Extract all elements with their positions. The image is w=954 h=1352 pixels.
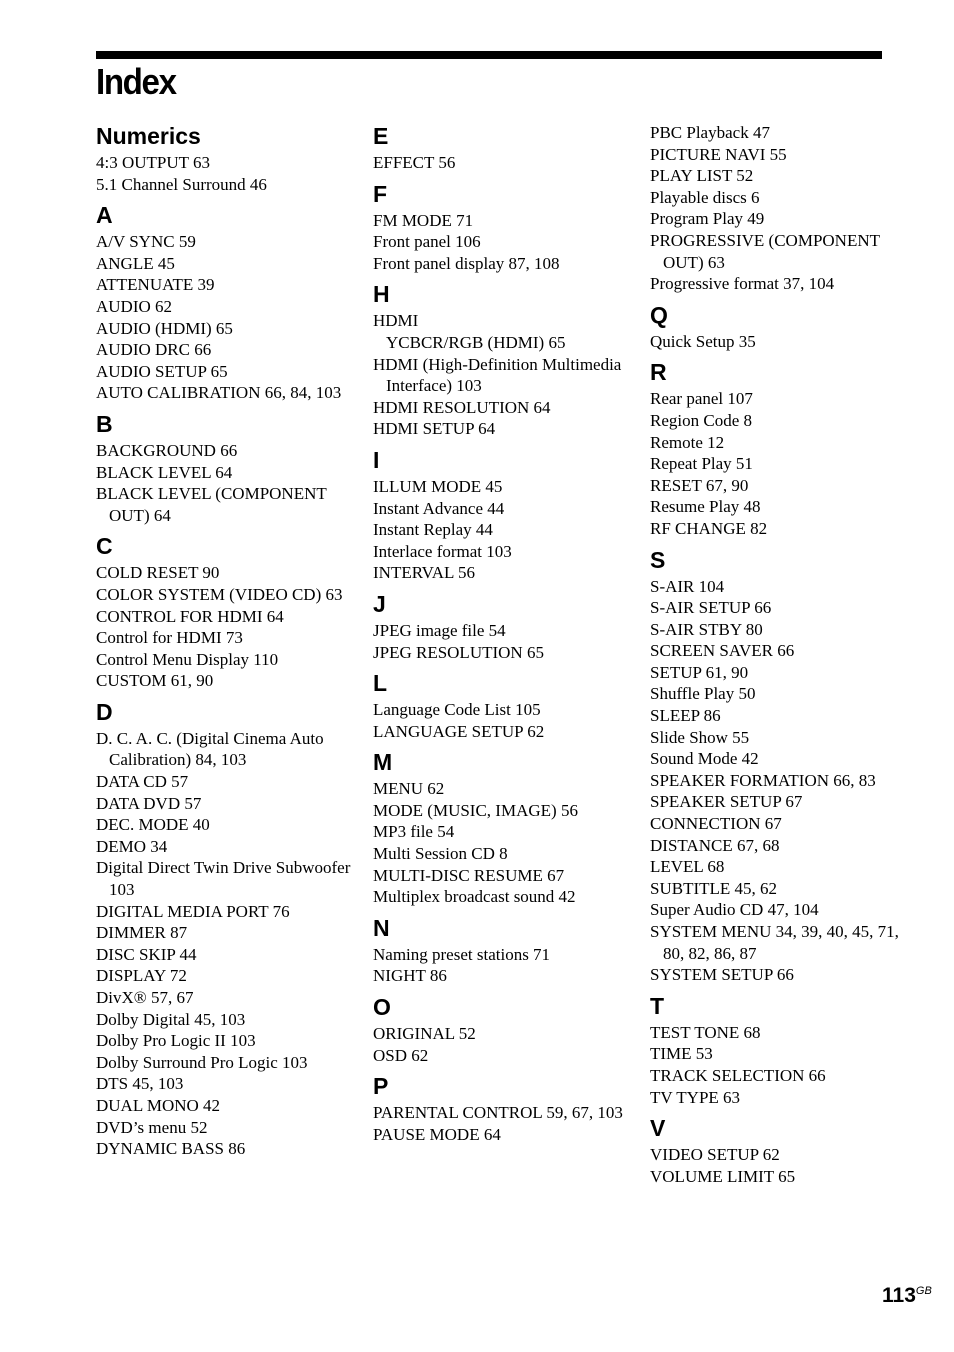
index-section bbox=[650, 122, 912, 295]
index-entry: Multi Session CD 8 bbox=[373, 844, 508, 864]
index-entry: Playable discs 6 bbox=[650, 187, 760, 207]
index-column-2 bbox=[373, 122, 635, 1145]
index-entry: AUDIO DRC 66 bbox=[96, 340, 212, 360]
index-entry: YCBCR/RGB (HDMI) 65 bbox=[386, 332, 566, 352]
index-entry: SLEEP 86 bbox=[650, 706, 721, 726]
index-entry: CONNECTION 67 bbox=[650, 814, 782, 834]
index-entry: DISTANCE 67, 68 bbox=[650, 835, 780, 855]
index-entry: EFFECT 56 bbox=[373, 153, 456, 172]
index-section bbox=[96, 122, 358, 195]
section-letter-heading: P bbox=[373, 1073, 389, 1100]
index-entry: MENU 62 bbox=[373, 779, 445, 799]
index-entry: TEST TONE 68 bbox=[650, 1022, 761, 1042]
index-section bbox=[650, 1114, 912, 1187]
index-entry: DUAL MONO 42 bbox=[96, 1095, 221, 1115]
index-entry: OSD 62 bbox=[373, 1045, 429, 1065]
section-letter-heading: L bbox=[373, 670, 388, 697]
index-entry: Remote 12 bbox=[650, 432, 725, 452]
section-letter-heading: Q bbox=[650, 301, 668, 328]
index-entry: RF CHANGE 82 bbox=[650, 518, 768, 538]
index-entry: Slide Show 55 bbox=[650, 727, 750, 747]
index-column-1 bbox=[96, 122, 358, 1160]
index-entry: Front panel 106 bbox=[373, 232, 481, 252]
index-entry: Progressive format 37, 104 bbox=[650, 274, 835, 294]
section-letter-heading: T bbox=[650, 992, 665, 1019]
index-entry-list bbox=[373, 944, 635, 987]
index-entry: DEC. MODE 40 bbox=[96, 815, 210, 835]
index-entry: DISPLAY 72 bbox=[96, 966, 187, 986]
index-entry: RESET 67, 90 bbox=[650, 475, 749, 495]
index-entry: 4:3 OUTPUT 63 bbox=[96, 153, 210, 172]
index-entry: MP3 file 54 bbox=[373, 822, 455, 842]
index-section bbox=[650, 301, 912, 353]
index-entry: COLD RESET 90 bbox=[96, 563, 220, 583]
index-entry: Dolby Pro Logic II 103 bbox=[96, 1031, 256, 1051]
index-entry: FM MODE 71 bbox=[373, 210, 474, 230]
index-column-3 bbox=[650, 122, 912, 1187]
index-entry: 5.1 Channel Surround 46 bbox=[96, 174, 267, 194]
index-entry: DATA DVD 57 bbox=[96, 793, 202, 813]
index-entry: JPEG image file 54 bbox=[373, 620, 506, 640]
index-entry: Front panel display 87, 108 bbox=[373, 253, 560, 273]
index-section bbox=[373, 122, 635, 174]
section-letter-heading: A bbox=[96, 202, 113, 229]
index-entry: ILLUM MODE 45 bbox=[373, 476, 503, 496]
index-entry: HDMI (High-Definition Multimedia Interface) 103 bbox=[373, 354, 622, 396]
section-letter-heading: C bbox=[96, 533, 113, 560]
index-entry: DIMMER 87 bbox=[96, 923, 188, 943]
index-entry: TRACK SELECTION 66 bbox=[650, 1065, 826, 1085]
index-entry: Dolby Digital 45, 103 bbox=[96, 1009, 246, 1029]
index-section bbox=[96, 698, 358, 1160]
section-letter-heading: D bbox=[96, 698, 113, 725]
index-entry: SCREEN SAVER 66 bbox=[650, 641, 795, 661]
index-entry: Dolby Surround Pro Logic 103 bbox=[96, 1052, 308, 1072]
index-entry: DTS 45, 103 bbox=[96, 1074, 184, 1094]
index-section bbox=[373, 180, 635, 275]
index-entry: BLACK LEVEL (COMPONENT OUT) 64 bbox=[96, 484, 327, 525]
index-entry: Naming preset stations 71 bbox=[373, 944, 551, 964]
index-entry: MODE (MUSIC, IMAGE) 56 bbox=[373, 800, 578, 820]
index-entry: S-AIR SETUP 66 bbox=[650, 598, 772, 618]
index-entry: COLOR SYSTEM (VIDEO CD) 63 bbox=[96, 584, 343, 604]
index-section bbox=[373, 669, 635, 742]
section-letter-heading: F bbox=[373, 180, 388, 207]
index-section bbox=[96, 532, 358, 692]
index-entry: AUTO CALIBRATION 66, 84, 103 bbox=[96, 383, 342, 403]
index-entry: CUSTOM 61, 90 bbox=[96, 671, 214, 691]
index-entry: ANGLE 45 bbox=[96, 253, 175, 273]
section-letter-heading: M bbox=[373, 749, 393, 776]
section-letter-heading: J bbox=[373, 590, 386, 617]
index-entry: PLAY LIST 52 bbox=[650, 166, 754, 186]
index-entry: PARENTAL CONTROL 59, 67, 103 bbox=[373, 1103, 623, 1123]
index-entry: CONTROL FOR HDMI 64 bbox=[96, 606, 284, 626]
index-entry: HDMI bbox=[373, 311, 419, 331]
index-entry-list bbox=[373, 1102, 635, 1145]
index-section bbox=[373, 748, 635, 908]
index-section bbox=[373, 590, 635, 663]
index-entry: Instant Advance 44 bbox=[373, 498, 505, 518]
index-entry: SYSTEM SETUP 66 bbox=[650, 965, 794, 985]
section-letter-heading: O bbox=[373, 994, 391, 1021]
index-section bbox=[650, 358, 912, 539]
index-entry: AUDIO (HDMI) 65 bbox=[96, 318, 233, 338]
section-letter-heading: R bbox=[650, 359, 667, 386]
index-entry-list bbox=[650, 1022, 912, 1108]
index-entry: DISC SKIP 44 bbox=[96, 944, 197, 964]
index-entry: TIME 53 bbox=[650, 1044, 713, 1064]
header-rule bbox=[96, 51, 882, 59]
index-entry: SETUP 61, 90 bbox=[650, 662, 749, 682]
index-section bbox=[96, 410, 358, 526]
page-title: Index bbox=[96, 61, 176, 102]
index-entry: Control for HDMI 73 bbox=[96, 628, 243, 648]
index-entry: Digital Direct Twin Drive Subwoofer 103 bbox=[96, 858, 351, 900]
index-section bbox=[650, 992, 912, 1108]
index-entry: Sound Mode 42 bbox=[650, 749, 759, 769]
section-letter-heading: B bbox=[96, 410, 113, 437]
index-entry: AUDIO 62 bbox=[96, 296, 173, 316]
index-entry: NIGHT 86 bbox=[373, 966, 447, 986]
index-entry: HDMI SETUP 64 bbox=[373, 419, 496, 439]
index-entry: SYSTEM MENU 34, 39, 40, 45, 71, 80, 82, 86, 87 bbox=[650, 922, 899, 963]
index-entry: ATTENUATE 39 bbox=[96, 275, 215, 295]
index-entry: Interlace format 103 bbox=[373, 541, 512, 561]
index-section bbox=[96, 201, 358, 404]
index-entry: Control Menu Display 110 bbox=[96, 649, 279, 669]
index-entry: JPEG RESOLUTION 65 bbox=[373, 642, 544, 662]
index-section bbox=[373, 280, 635, 440]
index-entry: AUDIO SETUP 65 bbox=[96, 361, 228, 381]
index-entry: TV TYPE 63 bbox=[650, 1087, 741, 1107]
index-entry: S-AIR 104 bbox=[650, 576, 725, 596]
index-entry: DivX® 57, 67 bbox=[96, 988, 194, 1007]
index-entry: Super Audio CD 47, 104 bbox=[650, 900, 819, 920]
index-entry-list bbox=[373, 1023, 635, 1066]
index-entry-list bbox=[650, 388, 912, 539]
page-number-value: 113 bbox=[882, 1284, 916, 1307]
index-entry: Shuffle Play 50 bbox=[650, 684, 756, 704]
page-number bbox=[882, 1284, 932, 1308]
index-entry: LEVEL 68 bbox=[650, 857, 725, 877]
index-entry: Language Code List 105 bbox=[373, 700, 541, 720]
index-section bbox=[650, 546, 912, 986]
index-entry: PROGRESSIVE (COMPONENT OUT) 63 bbox=[650, 230, 880, 272]
index-entry: Program Play 49 bbox=[650, 209, 765, 229]
index-entry: DATA CD 57 bbox=[96, 772, 189, 792]
index-entry: Instant Replay 44 bbox=[373, 520, 493, 540]
index-entry: Resume Play 48 bbox=[650, 497, 761, 517]
index-entry: DIGITAL MEDIA PORT 76 bbox=[96, 901, 290, 921]
index-entry: VOLUME LIMIT 65 bbox=[650, 1166, 796, 1186]
index-entry: PBC Playback 47 bbox=[650, 123, 770, 142]
section-letter-heading: E bbox=[373, 123, 389, 149]
index-section bbox=[373, 1072, 635, 1145]
index-entry: MULTI-DISC RESUME 67 bbox=[373, 865, 565, 885]
index-entry: BACKGROUND 66 bbox=[96, 440, 238, 460]
index-entry-list bbox=[96, 562, 358, 692]
index-entry: PAUSE MODE 64 bbox=[373, 1124, 501, 1144]
section-letter-heading: V bbox=[650, 1115, 666, 1142]
index-entry: DEMO 34 bbox=[96, 836, 168, 856]
index-entry-list bbox=[96, 440, 358, 526]
section-letter-heading: I bbox=[373, 446, 380, 473]
index-entry-list bbox=[373, 699, 635, 742]
index-entry: Region Code 8 bbox=[650, 410, 752, 430]
index-entry: SPEAKER FORMATION 66, 83 bbox=[650, 770, 876, 790]
index-entry: BLACK LEVEL 64 bbox=[96, 462, 233, 482]
section-letter-heading: S bbox=[650, 546, 666, 573]
index-entry-list bbox=[96, 231, 358, 404]
index-entry: A/V SYNC 59 bbox=[96, 232, 196, 252]
index-section bbox=[373, 993, 635, 1066]
section-letter-heading: H bbox=[373, 281, 390, 308]
index-entry: INTERVAL 56 bbox=[373, 563, 476, 583]
index-entry-list bbox=[373, 210, 635, 275]
index-entry-list bbox=[650, 122, 912, 295]
index-entry: Quick Setup 35 bbox=[650, 331, 756, 351]
index-entry: SPEAKER SETUP 67 bbox=[650, 792, 803, 812]
index-entry: SUBTITLE 45, 62 bbox=[650, 878, 778, 898]
index-entry-list bbox=[373, 152, 635, 174]
index-section bbox=[373, 914, 635, 987]
index-entry: Rear panel 107 bbox=[650, 389, 753, 409]
index-entry-list bbox=[650, 576, 912, 986]
index-entry: S-AIR STBY 80 bbox=[650, 619, 763, 639]
index-section bbox=[373, 446, 635, 584]
index-entry: ORIGINAL 52 bbox=[373, 1024, 476, 1044]
index-entry: VIDEO SETUP 62 bbox=[650, 1145, 780, 1165]
section-letter-heading: Numerics bbox=[96, 123, 201, 149]
index-entry: DYNAMIC BASS 86 bbox=[96, 1139, 246, 1159]
index-entry-list bbox=[96, 728, 358, 1160]
page-number-suffix: GB bbox=[915, 1285, 932, 1297]
index-entry-list bbox=[373, 476, 635, 584]
index-entry-list bbox=[373, 620, 635, 663]
index-entry-list bbox=[96, 152, 358, 195]
index-entry-list bbox=[373, 778, 635, 908]
index-entry: PICTURE NAVI 55 bbox=[650, 144, 787, 164]
section-letter-heading: N bbox=[373, 914, 390, 941]
index-entry: Repeat Play 51 bbox=[650, 454, 753, 474]
index-entry-list bbox=[650, 331, 912, 353]
index-entry: HDMI RESOLUTION 64 bbox=[373, 397, 551, 417]
index-entry-list bbox=[373, 310, 635, 440]
index-entry-list bbox=[650, 1144, 912, 1187]
index-entry: LANGUAGE SETUP 62 bbox=[373, 721, 545, 741]
index-entry: Multiplex broadcast sound 42 bbox=[373, 887, 576, 907]
index-entry: D. C. A. C. (Digital Cinema Auto Calibration) 84, 103 bbox=[96, 728, 324, 770]
index-entry: DVD’s menu 52 bbox=[96, 1117, 208, 1137]
